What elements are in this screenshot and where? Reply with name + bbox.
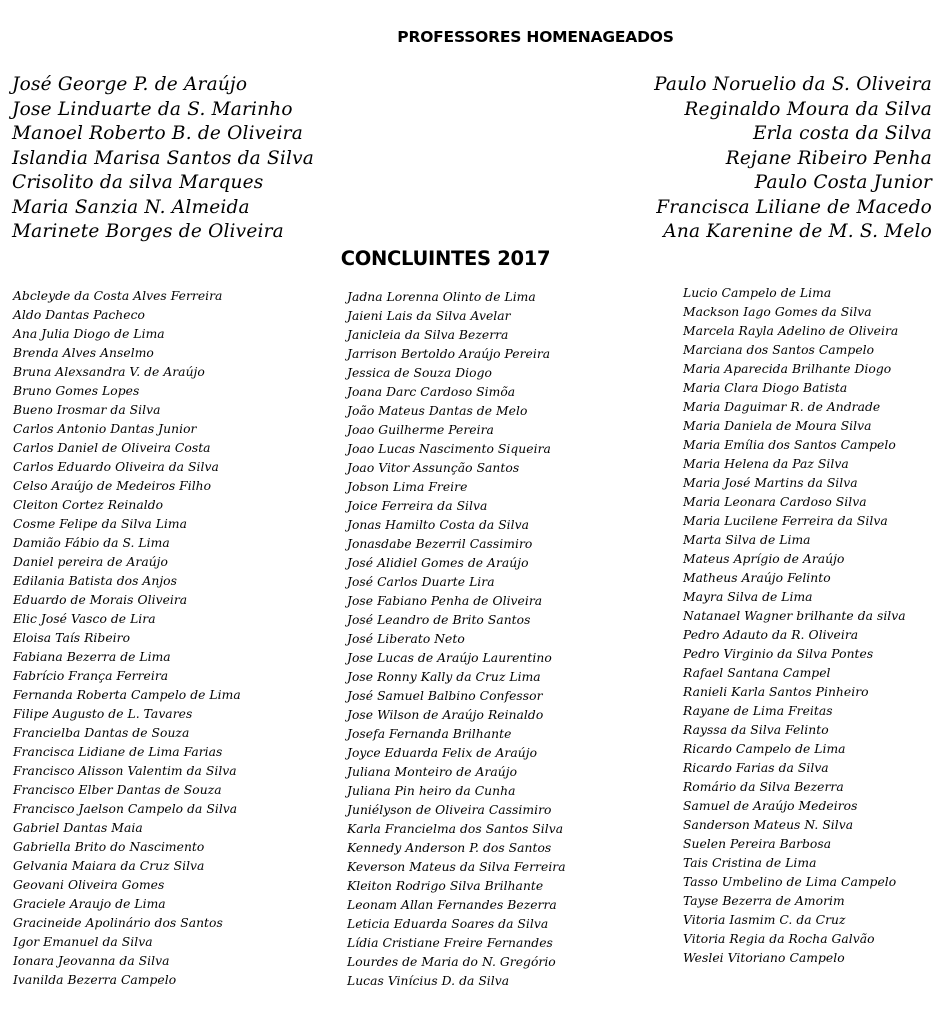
graduate-name: Weslei Vitoriano Campelo bbox=[683, 951, 845, 965]
graduate-name: Rafael Santana Campel bbox=[683, 666, 831, 680]
graduate-name: Lucio Campelo de Lima bbox=[683, 286, 832, 300]
graduate-name: Carlos Eduardo Oliveira da Silva bbox=[13, 460, 219, 474]
graduate-name: Jadna Lorenna Olinto de Lima bbox=[347, 290, 536, 304]
graduate-name: Jose Fabiano Penha de Oliveira bbox=[347, 594, 543, 608]
graduate-name: Ivanilda Bezerra Campelo bbox=[13, 973, 177, 987]
honored-professor-name: Crisolito da silva Marques bbox=[12, 172, 264, 193]
graduate-name: Francisca Lidiane de Lima Farias bbox=[13, 745, 223, 759]
graduate-name: Matheus Araújo Felinto bbox=[683, 571, 831, 585]
graduate-name: Tayse Bezerra de Amorim bbox=[683, 894, 845, 908]
graduate-name: Marcela Rayla Adelino de Oliveira bbox=[683, 324, 899, 338]
graduate-name: Igor Emanuel da Silva bbox=[13, 935, 153, 949]
graduate-name: Filipe Augusto de L. Tavares bbox=[13, 707, 193, 721]
graduate-name: Francisco Elber Dantas de Souza bbox=[13, 783, 222, 797]
graduate-name: Romário da Silva Bezerra bbox=[683, 780, 844, 794]
honored-professors-right-list bbox=[654, 73, 932, 245]
graduate-name: Maria José Martins da Silva bbox=[683, 476, 858, 490]
graduate-name: José Samuel Balbino Confessor bbox=[347, 689, 543, 703]
honored-professor-name: Erla costa da Silva bbox=[752, 123, 932, 144]
graduate-name: Josefa Fernanda Brilhante bbox=[347, 727, 512, 741]
graduate-name: Geovani Oliveira Gomes bbox=[13, 878, 165, 892]
graduate-name: Ricardo Campelo de Lima bbox=[683, 742, 846, 756]
graduate-name: Maria Clara Diogo Batista bbox=[683, 381, 848, 395]
graduate-name: Bruno Gomes Lopes bbox=[13, 384, 140, 398]
graduates-column-2 bbox=[347, 288, 566, 991]
graduate-name: Pedro Virginio da Silva Pontes bbox=[683, 647, 874, 661]
graduate-name: Kleiton Rodrigo Silva Brilhante bbox=[347, 879, 544, 893]
graduate-name: Francisco Alisson Valentim da Silva bbox=[13, 764, 237, 778]
graduate-name: Joao Lucas Nascimento Siqueira bbox=[347, 442, 551, 456]
graduate-name: Gabriel Dantas Maia bbox=[13, 821, 143, 835]
graduate-name: Jonas Hamilto Costa da Silva bbox=[347, 518, 530, 532]
honored-professor-name: Francisca Liliane de Macedo bbox=[656, 196, 932, 218]
graduate-name: Lourdes de Maria do N. Gregório bbox=[347, 955, 556, 969]
graduate-name: Karla Francielma dos Santos Silva bbox=[347, 822, 564, 836]
graduate-name: Joyce Eduarda Felix de Araújo bbox=[347, 746, 538, 760]
graduate-name: Juniélyson de Oliveira Cassimiro bbox=[347, 803, 552, 817]
honored-professors-title: PROFESSORES HOMENAGEADOS bbox=[397, 28, 674, 46]
graduate-name: Mayra Silva de Lima bbox=[683, 590, 813, 604]
graduate-name: Aldo Dantas Pacheco bbox=[13, 308, 145, 322]
graduate-name: Tais Cristina de Lima bbox=[683, 856, 817, 870]
graduate-name: Kennedy Anderson P. dos Santos bbox=[347, 841, 552, 855]
graduate-name: Lucas Vinícius D. da Silva bbox=[347, 974, 510, 988]
honored-professor-name: Paulo Costa Junior bbox=[754, 172, 932, 193]
honored-professor-name: José George P. de Araújo bbox=[12, 74, 248, 95]
graduate-name: Edilania Batista dos Anjos bbox=[13, 574, 177, 588]
graduate-name: Eloisa Taís Ribeiro bbox=[13, 631, 131, 645]
graduate-name: Brenda Alves Anselmo bbox=[13, 346, 154, 360]
graduate-name: José Alidiel Gomes de Araújo bbox=[347, 556, 529, 570]
graduate-name: Ranieli Karla Santos Pinheiro bbox=[683, 685, 869, 699]
graduate-name: Jarrison Bertoldo Araújo Pereira bbox=[347, 347, 551, 361]
graduate-name: Carlos Antonio Dantas Junior bbox=[13, 422, 197, 436]
graduate-name: Jaieni Lais da Silva Avelar bbox=[347, 309, 511, 323]
graduate-name: Tasso Umbelino de Lima Campelo bbox=[683, 875, 897, 889]
graduate-name: Fernanda Roberta Campelo de Lima bbox=[13, 688, 241, 702]
graduate-name: Rayssa da Silva Felinto bbox=[683, 723, 829, 737]
graduate-name: Pedro Adauto da R. Oliveira bbox=[683, 628, 859, 642]
honored-professor-name: Manoel Roberto B. de Oliveira bbox=[12, 123, 303, 144]
graduate-name: Cosme Felipe da Silva Lima bbox=[13, 517, 188, 531]
graduate-name: Marciana dos Santos Campelo bbox=[683, 343, 875, 357]
graduate-name: Juliana Monteiro de Araújo bbox=[347, 765, 518, 779]
graduate-name: Francielba Dantas de Souza bbox=[13, 726, 190, 740]
graduate-name: José Liberato Neto bbox=[347, 632, 465, 646]
honored-professor-name: Jose Linduarte da S. Marinho bbox=[12, 98, 293, 120]
graduate-name: Vitoria Regia da Rocha Galvão bbox=[683, 932, 875, 946]
graduate-name: Jessica de Souza Diogo bbox=[347, 366, 492, 380]
graduate-name: Cleiton Cortez Reinaldo bbox=[13, 498, 164, 512]
graduate-name: Abcleyde da Costa Alves Ferreira bbox=[13, 289, 223, 303]
honored-professor-name: Paulo Noruelio da S. Oliveira bbox=[654, 74, 932, 95]
graduate-name: Juliana Pin heiro da Cunha bbox=[347, 784, 516, 798]
graduate-name: Fabrício França Ferreira bbox=[13, 669, 169, 683]
graduate-name: Daniel pereira de Araújo bbox=[13, 555, 169, 569]
graduate-name: Damião Fábio da S. Lima bbox=[13, 536, 170, 550]
graduate-name: Gelvania Maiara da Cruz Silva bbox=[13, 859, 205, 873]
graduates-title: CONCLUINTES 2017 bbox=[340, 247, 551, 270]
graduate-name: Eduardo de Morais Oliveira bbox=[13, 593, 188, 607]
graduate-name: Marta Silva de Lima bbox=[683, 533, 811, 547]
graduate-name: Lídia Cristiane Freire Fernandes bbox=[347, 936, 553, 950]
graduate-name: Maria Daniela de Moura Silva bbox=[683, 419, 872, 433]
graduate-name: Maria Daguimar R. de Andrade bbox=[683, 400, 881, 414]
graduate-name: Jonasdabe Bezerril Cassimiro bbox=[347, 537, 533, 551]
graduate-name: Maria Lucilene Ferreira da Silva bbox=[683, 514, 888, 528]
graduate-name: Gracineide Apolinário dos Santos bbox=[13, 916, 223, 930]
graduates-column-1 bbox=[13, 287, 241, 990]
graduate-name: Carlos Daniel de Oliveira Costa bbox=[13, 441, 211, 455]
graduate-name: Maria Emília dos Santos Campelo bbox=[683, 438, 896, 452]
graduate-name: Keverson Mateus da Silva Ferreira bbox=[347, 860, 566, 874]
honored-professors-left-list bbox=[12, 73, 314, 245]
honored-professor-name: Maria Sanzia N. Almeida bbox=[12, 196, 250, 218]
graduate-name: Francisco Jaelson Campelo da Silva bbox=[13, 802, 238, 816]
graduate-name: Bueno Irosmar da Silva bbox=[13, 403, 161, 417]
honored-professor-name: Rejane Ribeiro Penha bbox=[725, 147, 932, 169]
graduates-column-3 bbox=[683, 284, 906, 968]
graduate-name: Fabiana Bezerra de Lima bbox=[13, 650, 171, 664]
graduate-name: Leonam Allan Fernandes Bezerra bbox=[347, 898, 557, 912]
graduate-name: Joao Guilherme Pereira bbox=[347, 423, 494, 437]
honored-professor-name: Islandia Marisa Santos da Silva bbox=[12, 147, 314, 169]
honored-professor-name: Reginaldo Moura da Silva bbox=[684, 98, 932, 120]
graduate-name: João Mateus Dantas de Melo bbox=[347, 404, 528, 418]
graduate-name: Graciele Araujo de Lima bbox=[13, 897, 166, 911]
honored-professor-name: Marinete Borges de Oliveira bbox=[12, 221, 284, 242]
graduate-name: Celso Araújo de Medeiros Filho bbox=[13, 479, 212, 493]
graduate-name: Ionara Jeovanna da Silva bbox=[13, 954, 170, 968]
graduate-name: Leticia Eduarda Soares da Silva bbox=[347, 917, 549, 931]
honored-professor-name: Ana Karenine de M. S. Melo bbox=[663, 221, 932, 242]
graduate-name: Jose Lucas de Araújo Laurentino bbox=[347, 651, 552, 665]
graduate-name: Elic José Vasco de Lira bbox=[13, 612, 156, 626]
graduate-name: Maria Helena da Paz Silva bbox=[683, 457, 849, 471]
graduate-name: Maria Leonara Cardoso Silva bbox=[683, 495, 867, 509]
graduate-name: Jose Ronny Kally da Cruz Lima bbox=[347, 670, 541, 684]
graduate-name: Ana Julia Diogo de Lima bbox=[13, 327, 165, 341]
graduate-name: Joao Vitor Assunção Santos bbox=[347, 461, 520, 475]
graduate-name: Vitoria Iasmim C. da Cruz bbox=[683, 913, 846, 927]
graduate-name: Rayane de Lima Freitas bbox=[683, 704, 833, 718]
graduate-name: Mateus Aprígio de Araújo bbox=[683, 552, 845, 566]
graduate-name: Sanderson Mateus N. Silva bbox=[683, 818, 854, 832]
graduate-name: Janicleia da Silva Bezerra bbox=[347, 328, 509, 342]
graduate-name: Joice Ferreira da Silva bbox=[347, 499, 488, 513]
graduate-name: Mackson Iago Gomes da Silva bbox=[683, 305, 872, 319]
graduate-name: Maria Aparecida Brilhante Diogo bbox=[683, 362, 892, 376]
graduate-name: Ricardo Farias da Silva bbox=[683, 761, 829, 775]
graduate-name: Jobson Lima Freire bbox=[347, 480, 468, 494]
graduate-name: Gabriella Brito do Nascimento bbox=[13, 840, 205, 854]
graduate-name: José Carlos Duarte Lira bbox=[347, 575, 495, 589]
graduate-name: Jose Wilson de Araújo Reinaldo bbox=[347, 708, 544, 722]
graduate-name: Suelen Pereira Barbosa bbox=[683, 837, 832, 851]
graduate-name: José Leandro de Brito Santos bbox=[347, 613, 531, 627]
graduate-name: Samuel de Araújo Medeiros bbox=[683, 799, 858, 813]
graduate-name: Bruna Alexsandra V. de Araújo bbox=[13, 365, 205, 379]
graduate-name: Natanael Wagner brilhante da silva bbox=[683, 609, 906, 623]
graduate-name: Joana Darc Cardoso Simõa bbox=[347, 385, 516, 399]
